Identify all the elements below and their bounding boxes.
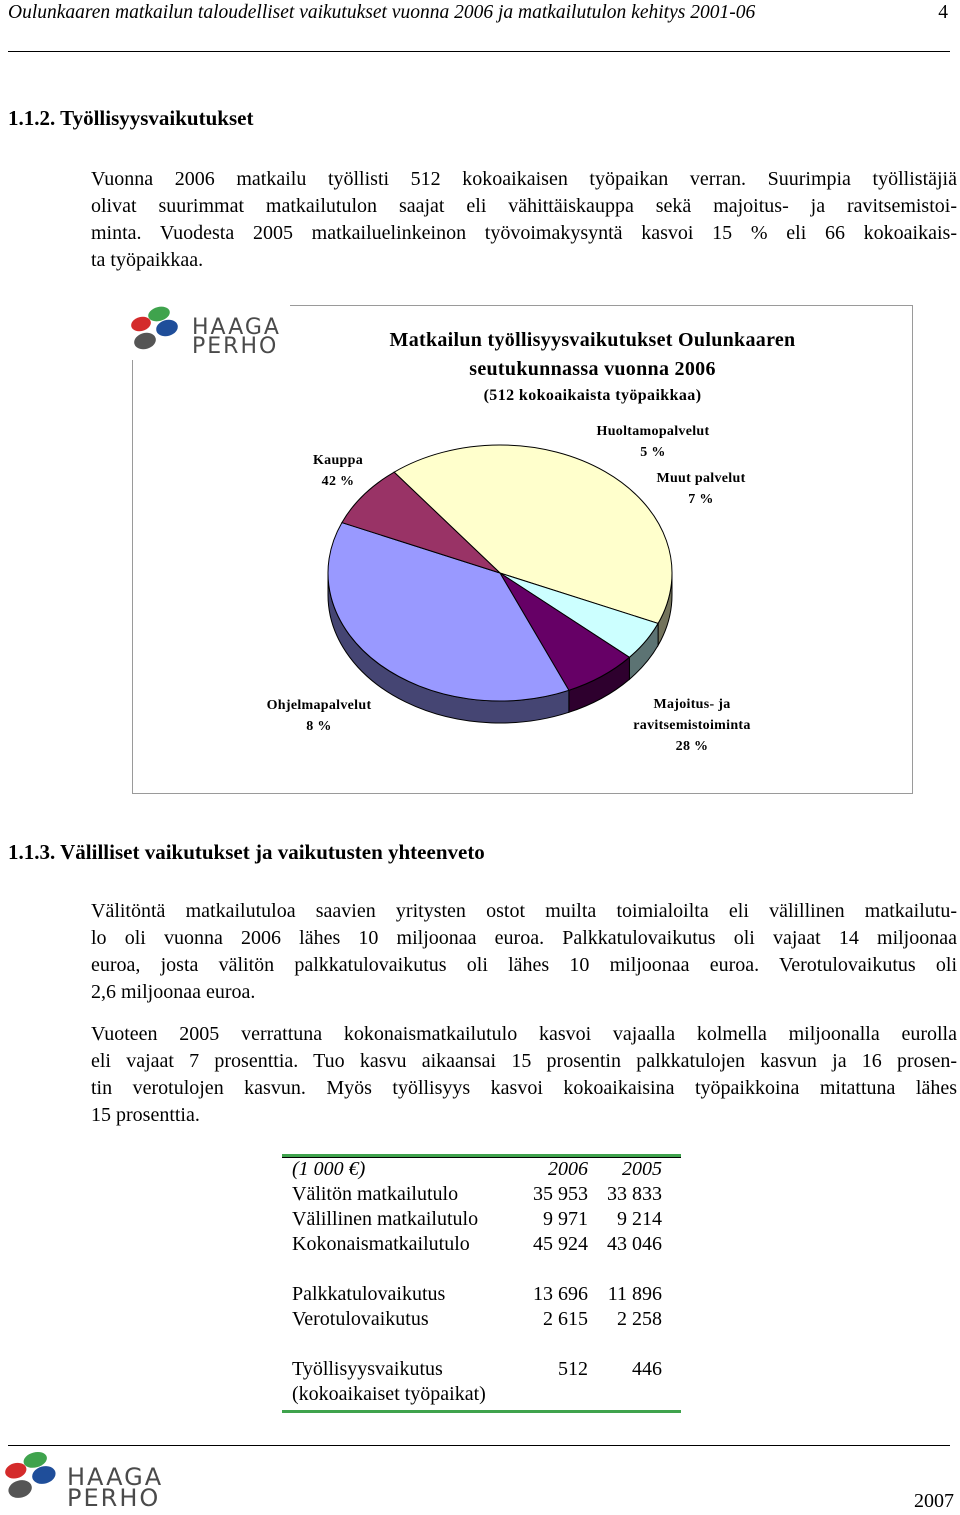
table-cell-2005: 43 046 [607,1233,662,1255]
section-heading-employment: 1.1.2. Työllisyysvaikutukset [8,106,254,130]
table-row [282,1357,672,1382]
impact-table [282,1157,672,1407]
paragraph-line: ta työpaikkaa. [91,249,204,271]
slice-pct: 8 % [306,719,332,734]
paragraph-line: minta. Vuodesta 2005 matkailuelinkeinon työvoimakysyntä kasvoi 15 % eli 66 kokoaikais- [91,222,957,244]
paragraph-line: olivat suurimmat matkailutulon saajat eli vähittäiskauppa sekä majoitus- ja ravitsemistoi- [91,195,957,217]
paragraph-line: 2,6 miljoonaa euroa. [91,981,256,1003]
slice-name: Ohjelmapalvelut [266,698,372,713]
table-cell-label: Palkkatulovaikutus [292,1283,446,1305]
page-number: 4 [938,2,948,23]
table-row [282,1382,672,1407]
paragraph-line: Vuoteen 2005 verrattuna kokonaismatkailutulo kasvoi vajaalla kolmella miljoonalla eurolla [91,1023,957,1045]
table-cell-2006: 35 953 [533,1183,588,1205]
table-cell-2005: 9 214 [617,1208,662,1230]
table-row [282,1182,672,1207]
table-cell-2005: 11 896 [607,1283,662,1305]
table-header-underline [282,1157,681,1158]
table-cell-2005: 446 [632,1358,662,1380]
paragraph-line: tin verotulojen kasvun. Myös työllisyys kasvoi kokoaikaisina työpaikkoina mitattuna lähes [91,1077,957,1099]
chart-title-line2: seutukunnassa vuonna 2006 [469,358,716,380]
indirect-paragraph-1 [91,898,957,1006]
slice-name: Muut palvelut [656,471,746,486]
table-cell-2006: 512 [558,1358,588,1380]
slice-label-huoltamopalvelut [578,421,728,463]
slice-name: Kauppa [312,453,364,468]
table-header-unit: (1 000 €) [292,1158,366,1180]
logo-text-haaga: HAAGA [67,1463,164,1491]
paragraph-line: Vuonna 2006 matkailu työllisti 512 kokoaikaisen työpaikan verran. Suurimpia työllistäjiä [91,168,957,190]
table-row [282,1282,672,1307]
slice-pct: 7 % [688,492,714,507]
paragraph-line: euroa, josta välitön palkkatulovaikutus oli lähes 10 miljoonaa euroa. Verotulovaikutus oli [91,954,957,976]
logo-text-haaga: HAAGA [192,315,281,340]
table-cell-2005: 33 833 [607,1183,662,1205]
table-cell-label: Verotulovaikutus [292,1308,429,1330]
slice-pct: 42 % [321,474,355,489]
table-spacer-row [282,1332,672,1357]
slice-label-kauppa [298,450,378,492]
logo-text-perho: PERHO [67,1484,161,1512]
slice-label-muut-palvelut [638,468,764,510]
table-cell-2006: 13 696 [533,1283,588,1305]
table-cell-2006: 2 615 [543,1308,588,1330]
slice-name: Majoitus- ja [653,697,731,712]
table-header-row [282,1157,672,1182]
table-cell-label: Välitön matkailutulo [292,1183,459,1205]
chart-subtitle: (512 kokoaikaista työpaikkaa) [483,387,702,404]
table-cell-label: Välillinen matkailutulo [292,1208,479,1230]
running-header-title: Oulunkaaren matkailun taloudelliset vaikutukset vuonna 2006 ja matkailutulon kehitys 2001-06 [8,2,756,23]
slice-pct: 5 % [640,445,666,460]
indirect-paragraph-2 [91,1021,957,1129]
logo-mark-icon [5,1450,59,1500]
table-spacer-row [282,1257,672,1282]
table-cell-label: (kokoaikaiset työpaikat) [292,1383,486,1405]
logo-text-perho: PERHO [192,334,279,359]
table-header-2006: 2006 [548,1158,588,1180]
footer-logo [5,1450,175,1510]
chart-title-line1: Matkailun työllisyysvaikutukset Oulunkaaren [389,329,796,351]
section-heading-indirect: 1.1.3. Välilliset vaikutukset ja vaikutusten yhteenveto [8,840,485,864]
slice-label-ohjelmapalvelut [248,695,390,737]
slice-name: ravitsemistoiminta [633,718,751,733]
paragraph-line: lo oli vuonna 2006 lähes 10 miljoonaa euroa. Palkkatulovaikutus oli vajaat 14 miljoonaa [91,927,957,949]
table-cell-label: Kokonaismatkailutulo [292,1233,470,1255]
table-cell-label: Työllisyysvaikutus [292,1358,443,1380]
paragraph-line: 15 prosenttia. [91,1104,200,1126]
table-row [282,1207,672,1232]
slice-name: Huoltamopalvelut [596,424,710,439]
table-cell-2006: 9 971 [543,1208,588,1230]
footer-year: 2007 [914,1490,954,1512]
table-bottom-rule [282,1410,681,1413]
table-cell-2006: 45 924 [533,1233,588,1255]
table-row [282,1307,672,1332]
slice-label-majoitus [612,694,772,757]
footer-rule [8,1445,950,1446]
table-header-2005: 2005 [622,1158,662,1180]
table-row [282,1232,672,1257]
paragraph-line: Välitöntä matkailutuloa saavien yritysten ostot muilta toimialoilta eli välillinen matkailutu- [91,900,957,922]
table-cell-2005: 2 258 [617,1308,662,1330]
paragraph-line: eli vajaat 7 prosenttia. Tuo kasvu aikaansai 15 prosentin palkkatulojen kasvun ja 16 prosen- [91,1050,957,1072]
slice-pct: 28 % [675,739,709,754]
